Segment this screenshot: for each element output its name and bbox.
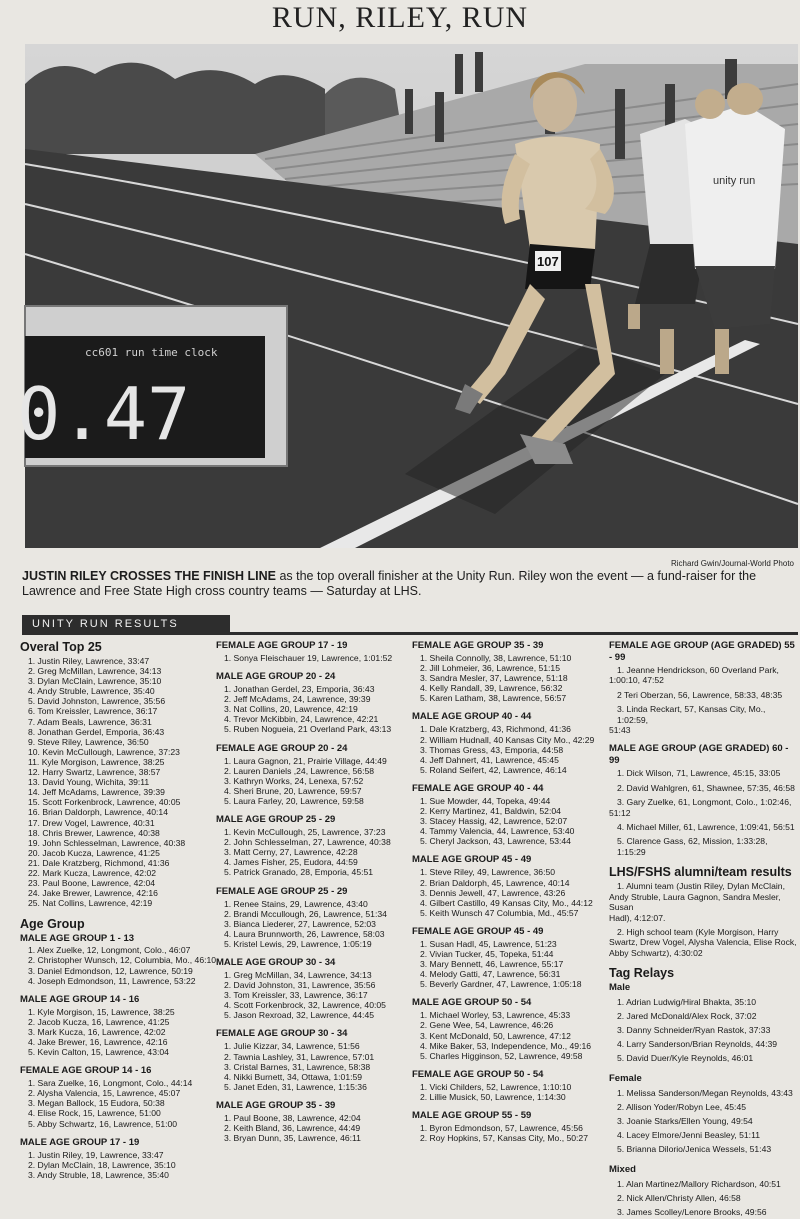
result-entry: [609, 927, 798, 958]
group-title: Female: [609, 1073, 642, 1085]
result-entry: [609, 822, 798, 832]
result-line: 12. Harry Swartz, Lawrence, 38:57: [28, 767, 161, 778]
result-line: 2. Alysha Valencia, 15, Lawrence, 45:07: [28, 1088, 181, 1099]
result-line: 3. Megan Ballock, 15 Eudora, 50:38: [28, 1098, 165, 1109]
result-line: 5. Beverly Gardner, 47, Lawrence, 1:05:18: [420, 979, 582, 990]
result-line: 2. Kerry Martinez, 41, Baldwin, 52:04: [420, 806, 561, 817]
result-line: 2. David Wahlgren, 61, Shawnee, 57:35, 46:58: [617, 782, 795, 793]
result-line: 4. Joseph Edmondson, 11, Lawrence, 53:22: [28, 975, 196, 986]
result-line: 21. Dale Kratzberg, Richmond, 41:36: [28, 857, 170, 868]
result-line: 1. Alan Martinez/Mallory Richardson, 40:51: [617, 1179, 781, 1190]
results-column-4: [609, 640, 798, 1218]
result-line: 17. Drew Vogel, Lawrence, 40:31: [28, 817, 155, 828]
group-title: FEMALE AGE GROUP 17 - 19: [216, 640, 348, 651]
banner-rule: [22, 632, 798, 635]
result-line: 2. Brian Daldorph, 45, Lawrence, 40:14: [420, 877, 570, 888]
result-list: [412, 796, 604, 846]
result-line: 5. Charles Higginson, 52, Lawrence, 49:58: [420, 1050, 583, 1061]
graded-list: [609, 665, 798, 735]
result-line: 4. Elise Rock, 15, Lawrence, 51:00: [28, 1108, 161, 1119]
bib-number: 107: [537, 254, 559, 269]
result-line: 16. Brian Daldorph, Lawrence, 40:14: [28, 807, 168, 818]
result-line: 2. Gene Wee, 54, Lawrence, 46:26: [420, 1020, 554, 1031]
result-list: [216, 970, 406, 1020]
result-line: 3. Cristal Barnes, 31, Lawrence, 58:38: [224, 1061, 371, 1072]
result-line: 4. Sheri Brune, 20, Lawrence, 59:57: [224, 785, 362, 796]
result-line: 3. Matt Cerny, 27, Lawrence, 42:28: [224, 847, 358, 858]
result-entry: [609, 690, 798, 700]
result-list: [609, 995, 798, 1065]
result-line: 1. Julie Kizzar, 34, Lawrence, 51:56: [224, 1041, 360, 1052]
section-title: Age Group: [20, 917, 85, 932]
result-line: 4. Trevor McKibbin, 24, Lawrence, 42:21: [224, 714, 379, 725]
result-line: 51:12: [609, 807, 631, 818]
result-line: 2. John Schlesselman, 27, Lawrence, 40:38: [224, 837, 391, 848]
result-line: 2. Jared McDonald/Alex Rock, 37:02: [617, 1011, 757, 1022]
section-title: Overal Top 25: [20, 640, 102, 654]
result-line: 1. Byron Edmondson, 57, Lawrence, 45:56: [420, 1123, 583, 1133]
result-line: 1. Sue Mowder, 44, Topeka, 49:44: [420, 795, 551, 806]
result-line: 1. Susan Hadl, 45, Lawrence, 51:23: [420, 938, 557, 949]
result-line: 2. Roy Hopkins, 57, Kansas City, Mo., 50:27: [420, 1133, 588, 1144]
result-line: 3. James Scolley/Lenore Brooks, 49:56: [617, 1207, 767, 1218]
result-line: 4. Gilbert Castillo, 49 Kansas City, Mo., 44:12: [420, 897, 593, 908]
result-line: 4. Laura Brunnworth, 26, Lawrence, 58:03: [224, 928, 385, 939]
result-list: [20, 656, 210, 908]
result-line: 5. Laura Farley, 20, Lawrence, 59:58: [224, 795, 364, 806]
result-line: 3. Sandra Mesler, 37, Lawrence, 51:18: [420, 673, 568, 684]
result-line: 1. Kevin McCullough, 25, Lawrence, 37:23: [224, 827, 386, 838]
result-line: 3. Bianca Liederer, 27, Lawrence, 52:03: [224, 918, 376, 929]
result-line: 4. Melody Gatti, 47, Lawrence, 56:31: [420, 969, 561, 980]
result-line: Swartz, Drew Vogel, Alysha Valencia, Elise Rock,: [609, 937, 797, 948]
result-line: 1. Michael Worley, 53, Lawrence, 45:33: [420, 1010, 571, 1021]
result-list: [216, 684, 406, 734]
result-line: 3. Tom Kreissler, 33, Lawrence, 36:17: [224, 990, 368, 1001]
result-list: [20, 1078, 210, 1128]
result-list: [20, 1007, 210, 1057]
section-title: LHS/FSHS alumni/team results: [609, 865, 792, 880]
result-line: 2. Keith Bland, 36, Lawrence, 44:49: [224, 1123, 361, 1133]
result-line: 5. Jason Rexroad, 32, Lawrence, 44:45: [224, 1010, 375, 1021]
result-list: [216, 827, 406, 877]
result-line: 2. High school team (Kyle Morgison, Harry: [617, 926, 779, 937]
graded-list: [609, 768, 798, 857]
result-line: 1. Sheila Connolly, 38, Lawrence, 51:10: [420, 653, 572, 663]
result-line: 1. Melissa Sanderson/Megan Reynolds, 43:43: [617, 1088, 793, 1099]
results-column-1: [20, 640, 217, 1180]
result-line: 4. James Fisher, 25, Eudora, 44:59: [224, 857, 358, 868]
result-line: 5. Brianna Dilorio/Jenica Wessels, 51:43: [617, 1144, 772, 1155]
result-line: 1. Justin Riley, 19, Lawrence, 33:47: [28, 1149, 164, 1160]
result-line: 5. Janet Eden, 31, Lawrence, 1:15:36: [224, 1081, 367, 1092]
result-line: 1. Greg McMillan, 34, Lawrence, 34:13: [224, 969, 372, 980]
result-line: Abby Schwartz), 4:30:02: [609, 947, 703, 958]
group-title: MALE AGE GROUP 20 - 24: [216, 671, 336, 683]
result-list: [412, 653, 604, 703]
result-line: 1. Justin Riley, Lawrence, 33:47: [28, 656, 150, 666]
result-list: [216, 899, 406, 949]
result-line: 4. Lacey Elmore/Jenni Beasley, 51:11: [617, 1130, 760, 1141]
photo-caption: [22, 569, 792, 599]
result-line: 3. Nat Collins, 20, Lawrence, 42:19: [224, 704, 358, 715]
result-line: 3. Stacey Hassig, 42, Lawrence, 52:07: [420, 816, 568, 827]
group-title: FEMALE AGE GROUP 30 - 34: [216, 1028, 348, 1040]
group-title: FEMALE AGE GROUP 35 - 39: [412, 640, 544, 651]
result-entry: [609, 797, 798, 818]
result-line: 3. Dennis Jewell, 47, Lawrence, 43:26: [420, 887, 566, 898]
result-line: 2. David Johnston, 31, Lawrence, 35:56: [224, 980, 376, 991]
result-line: 19. John Schlesselman, Lawrence, 40:38: [28, 837, 186, 848]
result-line: 1. Sara Zuelke, 16, Longmont, Colo., 44:14: [28, 1078, 193, 1089]
result-line: 1. Jeanne Hendrickson, 60 Overland Park,: [617, 665, 779, 675]
shirt-text: unity run: [713, 175, 756, 187]
result-list: [609, 1177, 798, 1219]
result-entry: [609, 704, 798, 735]
result-entry: [609, 836, 798, 857]
result-line: 3. Mark Kucza, 16, Lawrence, 42:02: [28, 1026, 166, 1037]
group-title: MALE AGE GROUP 30 - 34: [216, 956, 336, 968]
result-entry: [609, 783, 798, 793]
result-line: 2. Greg McMillan, Lawrence, 34:13: [28, 666, 162, 677]
result-line: 5. Kevin Calton, 15, Lawrence, 43:04: [28, 1047, 169, 1058]
result-line: 25. Nat Collins, Lawrence, 42:19: [28, 898, 153, 909]
group-title: FEMALE AGE GROUP (AGE GRADED) 55 - 99: [609, 640, 795, 663]
result-line: 1. Vicki Childers, 52, Lawrence, 1:10:10: [420, 1081, 572, 1092]
result-line: 1. Paul Boone, 38, Lawrence, 42:04: [224, 1112, 361, 1123]
results-banner: UNITY RUN RESULTS: [22, 615, 230, 633]
result-line: 5. Roland Seifert, 42, Lawrence, 46:14: [420, 764, 567, 775]
result-line: 3. Kent McDonald, 50, Lawrence, 47:12: [420, 1030, 571, 1041]
results-column-3: [412, 640, 604, 1144]
result-list: [216, 653, 406, 663]
result-line: 24. Jake Brewer, Lawrence, 42:16: [28, 888, 158, 899]
result-line: 10. Kevin McCullough, Lawrence, 37:23: [28, 746, 180, 757]
race-photo: [17, 44, 798, 548]
result-list: [609, 1086, 798, 1156]
result-list: [412, 724, 604, 774]
result-line: 1. Kyle Morgison, 15, Lawrence, 38:25: [28, 1006, 175, 1017]
group-title: MALE AGE GROUP 1 - 13: [20, 933, 135, 945]
result-line: 3. Linda Reckart, 57, Kansas City, Mo., 1:02:59,: [617, 704, 766, 725]
group-title: MALE AGE GROUP (AGE GRADED) 60 - 99: [609, 743, 789, 767]
result-line: 2. Brandi Mccullough, 26, Lawrence, 51:34: [224, 908, 387, 919]
result-line: 15. Scott Forkenbrock, Lawrence, 40:05: [28, 797, 181, 808]
group-title: FEMALE AGE GROUP 14 - 16: [20, 1065, 152, 1077]
result-list: [216, 1041, 406, 1091]
result-line: 3. Danny Schneider/Ryan Rastok, 37:33: [617, 1025, 771, 1036]
result-line: 5. Abby Schwartz, 16, Lawrence, 51:00: [28, 1118, 178, 1129]
result-line: 3. Gary Zuelke, 61, Longmont, Colo., 1:02:46,: [617, 797, 792, 808]
result-line: 2. Jacob Kucza, 16, Lawrence, 41:25: [28, 1016, 170, 1027]
group-title: MALE AGE GROUP 25 - 29: [216, 814, 336, 826]
result-list: [412, 1123, 604, 1143]
result-line: 2. Jeff McAdams, 24, Lawrence, 39:39: [224, 694, 371, 705]
result-line: 5. Cheryl Jackson, 43, Lawrence, 53:44: [420, 836, 571, 847]
result-line: 4. Jake Brewer, 16, Lawrence, 42:16: [28, 1037, 168, 1047]
result-line: 3. Mary Bennett, 46, Lawrence, 55:17: [420, 959, 564, 970]
result-list: [216, 1113, 406, 1143]
result-entry: [609, 665, 798, 686]
result-list: [20, 1150, 210, 1180]
result-line: 5. Keith Wunsch 47 Columbia, Md., 45:57: [420, 907, 579, 918]
result-line: 1. Alex Zuelke, 12, Longmont, Colo., 46:07: [28, 945, 191, 956]
group-title: FEMALE AGE GROUP 20 - 24: [216, 742, 348, 754]
group-title: Male: [609, 982, 631, 994]
result-line: 6. Tom Kreissler, Lawrence, 36:17: [28, 706, 158, 717]
result-line: 4. Mike Baker, 53, Independence, Mo., 49:16: [420, 1040, 592, 1051]
group-title: MALE AGE GROUP 40 - 44: [412, 711, 532, 723]
result-line: 4. Andy Struble, Lawrence, 35:40: [28, 686, 155, 697]
headline: RUN, RILEY, RUN: [271, 1, 529, 34]
result-line: 3. Daniel Edmondson, 12, Lawrence, 50:19: [28, 965, 193, 976]
result-list: [20, 945, 217, 986]
clock-label: cc601 run time clock: [85, 346, 218, 359]
team-list: [609, 881, 798, 958]
group-title: FEMALE AGE GROUP 25 - 29: [216, 885, 348, 897]
result-line: 4. Larry Sanderson/Brian Reynolds, 44:39: [617, 1039, 778, 1050]
result-line: 2. Christopher Wunsch, 12, Columbia, Mo., 46:10: [28, 955, 217, 966]
result-list: [412, 867, 604, 917]
result-line: 9. Steve Riley, Lawrence, 36:50: [28, 736, 149, 747]
caption-lead: JUSTIN RILEY CROSSES THE FINISH LINE: [22, 569, 276, 583]
result-line: 1. Adrian Ludwig/Hiral Bhakta, 35:10: [617, 997, 757, 1008]
result-line: 1:00:10, 47:52: [609, 675, 664, 686]
result-line: 4. Jeff Dahnert, 41, Lawrence, 45:45: [420, 754, 559, 765]
result-line: 1. Dale Kratzberg, 43, Richmond, 41:36: [420, 724, 571, 735]
result-line: 2. Lillie Musick, 50, Lawrence, 1:14:30: [420, 1091, 566, 1102]
result-line: 4. Scott Forkenbrock, 32, Lawrence, 40:05: [224, 1000, 386, 1011]
result-entry: [609, 881, 798, 923]
result-line: 20. Jacob Kucza, Lawrence, 41:25: [28, 847, 160, 858]
result-line: 1. Laura Gagnon, 21, Prairie Village, 44:49: [224, 755, 387, 766]
result-line: 2. Nick Allen/Christy Allen, 46:58: [617, 1193, 741, 1204]
result-line: 3. Thomas Gress, 43, Emporia, 44:58: [420, 744, 564, 755]
finish-line-photo: [17, 44, 798, 548]
result-line: 8. Jonathan Gerdel, Emporia, 36:43: [28, 726, 165, 737]
result-line: 2. William Hudnall, 40 Kansas City Mo., 42:29: [420, 734, 595, 745]
result-line: 3. Dylan McClain, Lawrence, 35:10: [28, 676, 162, 687]
group-title: MALE AGE GROUP 14 - 16: [20, 993, 140, 1005]
result-line: 2. Tawnia Lashley, 31, Lawrence, 57:01: [224, 1051, 375, 1062]
result-line: 1. Renee Stains, 29, Lawrence, 43:40: [224, 898, 368, 909]
group-title: MALE AGE GROUP 17 - 19: [20, 1136, 140, 1148]
group-title: Mixed: [609, 1164, 636, 1176]
result-line: 4. Michael Miller, 61, Lawrence, 1:09:41, 56:51: [617, 822, 795, 833]
result-line: 7. Adam Beals, Lawrence, 36:31: [28, 716, 152, 727]
result-line: 3. Andy Struble, 18, Lawrence, 35:40: [28, 1169, 169, 1180]
group-title: FEMALE AGE GROUP 40 - 44: [412, 782, 544, 794]
result-line: 5. Kristel Lewis, 29, Lawrence, 1:05:19: [224, 938, 372, 949]
section-title: Tag Relays: [609, 966, 675, 981]
result-line: 51:43: [609, 725, 631, 736]
result-line: 2. Dylan McClain, 18, Lawrence, 35:10: [28, 1159, 176, 1170]
result-list: [412, 1082, 604, 1102]
result-line: 5. David Duer/Kyle Reynolds, 46:01: [617, 1053, 754, 1064]
result-line: Andy Struble, Laura Gagnon, Sandra Mesler, Susan: [609, 891, 781, 913]
result-line: 5. Clarence Gass, 62, Mission, 1:33:28, 1:15:29: [617, 836, 768, 857]
group-title: MALE AGE GROUP 35 - 39: [216, 1099, 336, 1111]
group-title: FEMALE AGE GROUP 45 - 49: [412, 925, 544, 937]
result-line: 18. Chris Brewer, Lawrence, 40:38: [28, 827, 160, 838]
result-line: Hadl), 4:12:07.: [609, 912, 666, 923]
result-line: 2. Jill Lohmeier, 36, Lawrence, 51:15: [420, 663, 560, 674]
result-list: [412, 1010, 604, 1060]
clock-value: 0.47: [17, 372, 191, 456]
result-line: 14. Jeff McAdams, Lawrence, 39:39: [28, 787, 165, 798]
result-line: 5. Patrick Granado, 28, Emporia, 45:51: [224, 867, 374, 878]
group-title: FEMALE AGE GROUP 50 - 54: [412, 1068, 544, 1080]
result-line: 11. Kyle Morgison, Lawrence, 38:25: [28, 756, 165, 767]
result-line: 1. Steve Riley, 49, Lawrence, 36:50: [420, 867, 556, 878]
result-line: 5. Karen Latham, 38, Lawrence, 56:57: [420, 693, 567, 704]
result-line: 3. Bryan Dunn, 35, Lawrence, 46:11: [224, 1133, 361, 1144]
result-list: [412, 939, 604, 989]
results-column-2: [216, 640, 406, 1144]
result-line: 2. Allison Yoder/Robyn Lee, 45:45: [617, 1102, 747, 1113]
result-line: 2. Vivian Tucker, 45, Topeka, 51:44: [420, 948, 554, 959]
caption-text: as the top overall finisher at the Unity Run. Riley won the event — a fund-raiser for the Lawrence and Free State High cross country teams — Saturday at LHS.: [22, 569, 757, 598]
group-title: MALE AGE GROUP 55 - 59: [412, 1110, 532, 1121]
result-line: 5. David Johnston, Lawrence, 35:56: [28, 696, 166, 707]
result-list: [216, 756, 406, 806]
result-line: 22. Mark Kucza, Lawrence, 42:02: [28, 867, 157, 878]
result-line: 2. Lauren Daniels ,24, Lawrence, 56:58: [224, 765, 375, 776]
result-line: 2 Teri Oberzan, 56, Lawrence, 58:33, 48:35: [617, 689, 783, 700]
result-line: 13. David Young, Wichita, 39:11: [28, 777, 150, 788]
result-line: 1. Jonathan Gerdel, 23, Emporia, 36:43: [224, 684, 375, 695]
result-line: 4. Tammy Valencia, 44, Lawrence, 53:40: [420, 826, 575, 837]
result-line: 1. Sonya Fleischauer 19, Lawrence, 1:01:52: [224, 653, 393, 663]
result-line: 4. Nikki Burnett, 34, Ottawa, 1:01:59: [224, 1071, 363, 1082]
result-line: 1. Dick Wilson, 71, Lawrence, 45:15, 33:05: [617, 768, 781, 779]
result-line: 4. Kelly Randall, 39, Lawrence, 56:32: [420, 683, 563, 694]
photo-credit: Richard Gwin/Journal-World Photo: [670, 559, 794, 568]
result-line: 3. Kathryn Works, 24, Lenexa, 57:52: [224, 775, 364, 786]
result-line: 3. Joanie Starks/Ellen Young, 49:54: [617, 1116, 753, 1127]
result-line: 1. Alumni team (Justin Riley, Dylan McClain,: [617, 881, 785, 892]
group-title: MALE AGE GROUP 45 - 49: [412, 854, 532, 866]
group-title: MALE AGE GROUP 50 - 54: [412, 997, 532, 1009]
result-entry: [609, 768, 798, 778]
result-line: 5. Ruben Nogueia, 21 Overland Park, 43:13: [224, 724, 392, 735]
result-line: 23. Paul Boone, Lawrence, 42:04: [28, 878, 156, 889]
